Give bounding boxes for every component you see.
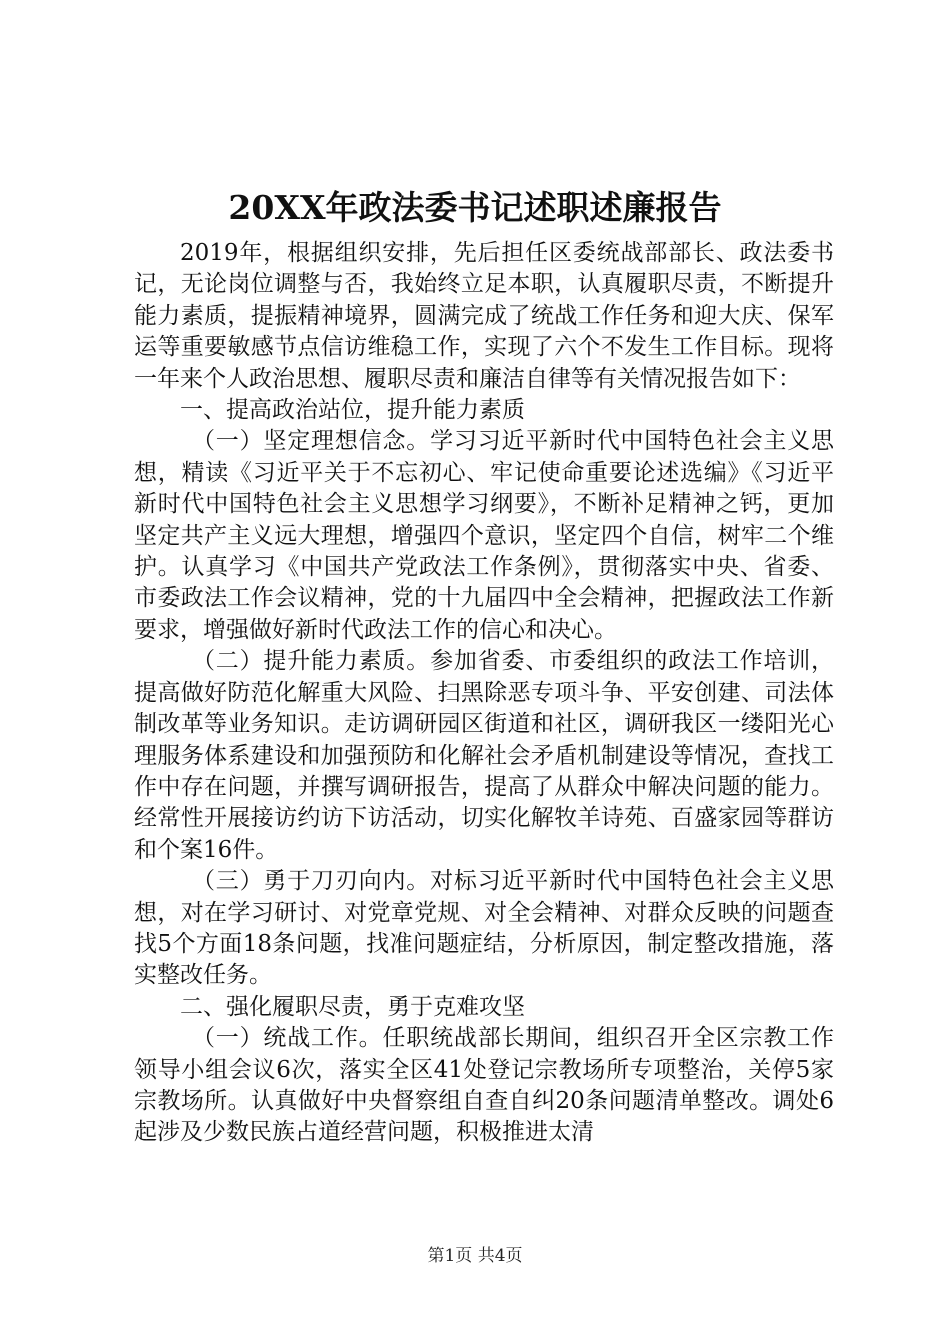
document-title: 20XX年政法委书记述职述廉报告 xyxy=(228,188,722,227)
section-heading-1: 一、提高政治站位，提升能力素质 xyxy=(180,397,525,424)
paragraph-1-1: （一）坚定理想信念。学习习近平新时代中国特色社会主义思想，精读《习近平关于不忘初心、牢记使命重要论述选编》《习近平新时代中国特色社会主义思想学习纲要》，不断补足精神之钙，更加坚定共产主义远大理想，增强四个意识，坚定四个自信，树牢二个维护。认真学习《中国共产党政法工作条例》，贯彻落实中央、省委、市委政法工作会议精神，党的十九届四中全会精神，把握政法工作新要求，增强做好新时代政法工作的信心和决心。 xyxy=(134,428,834,643)
section-heading-2: 二、强化履职尽责，勇于克难攻坚 xyxy=(180,993,525,1020)
paragraph-1-2: （二）提升能力素质。参加省委、市委组织的政法工作培训，提高做好防范化解重大风险、扫黑除恶专项斗争、平安创建、司法体制改革等业务知识。走访调研园区街道和社区，调研我区一缕阳光心理服务体系建设和加强预防和化解社会矛盾机制建设等情况，查找工作中存在问题，并撰写调研报告，提高了从群众中解决问题的能力。经常性开展接访约访下访活动，切实化解牧羊诗苑、百盛家园等群访和个案16件。 xyxy=(134,648,834,863)
paragraph-intro: 2019年，根据组织安排，先后担任区委统战部部长、政法委书记，无论岗位调整与否，我始终立足本职，认真履职尽责，不断提升能力素质，提振精神境界，圆满完成了统战工作任务和迎大庆、保军运等重要敏感节点信访维稳工作，实现了六个不发生工作目标。现将一年来个人政治思想、履职尽责和廉洁自律等有关情况报告如下： xyxy=(134,240,834,392)
page-number-footer: 第1页 共4页 xyxy=(427,1246,523,1266)
paragraph-1-3: （三）勇于刀刃向内。对标习近平新时代中国特色社会主义思想，对在学习研讨、对党章党规、对全会精神、对群众反映的问题查找5个方面18条问题，找准问题症结，分析原因，制定整改措施，落实整改任务。 xyxy=(134,868,834,989)
document-body xyxy=(134,238,834,1149)
paragraph-2-1: （一）统战工作。任职统战部长期间，组织召开全区宗教工作领导小组会议6次，落实全区41处登记宗教场所专项整治，关停5家宗教场所。认真做好中央督察组自查自纠20条问题清单整改。调处6起涉及少数民族占道经营问题，积极推进太清 xyxy=(134,1025,834,1146)
